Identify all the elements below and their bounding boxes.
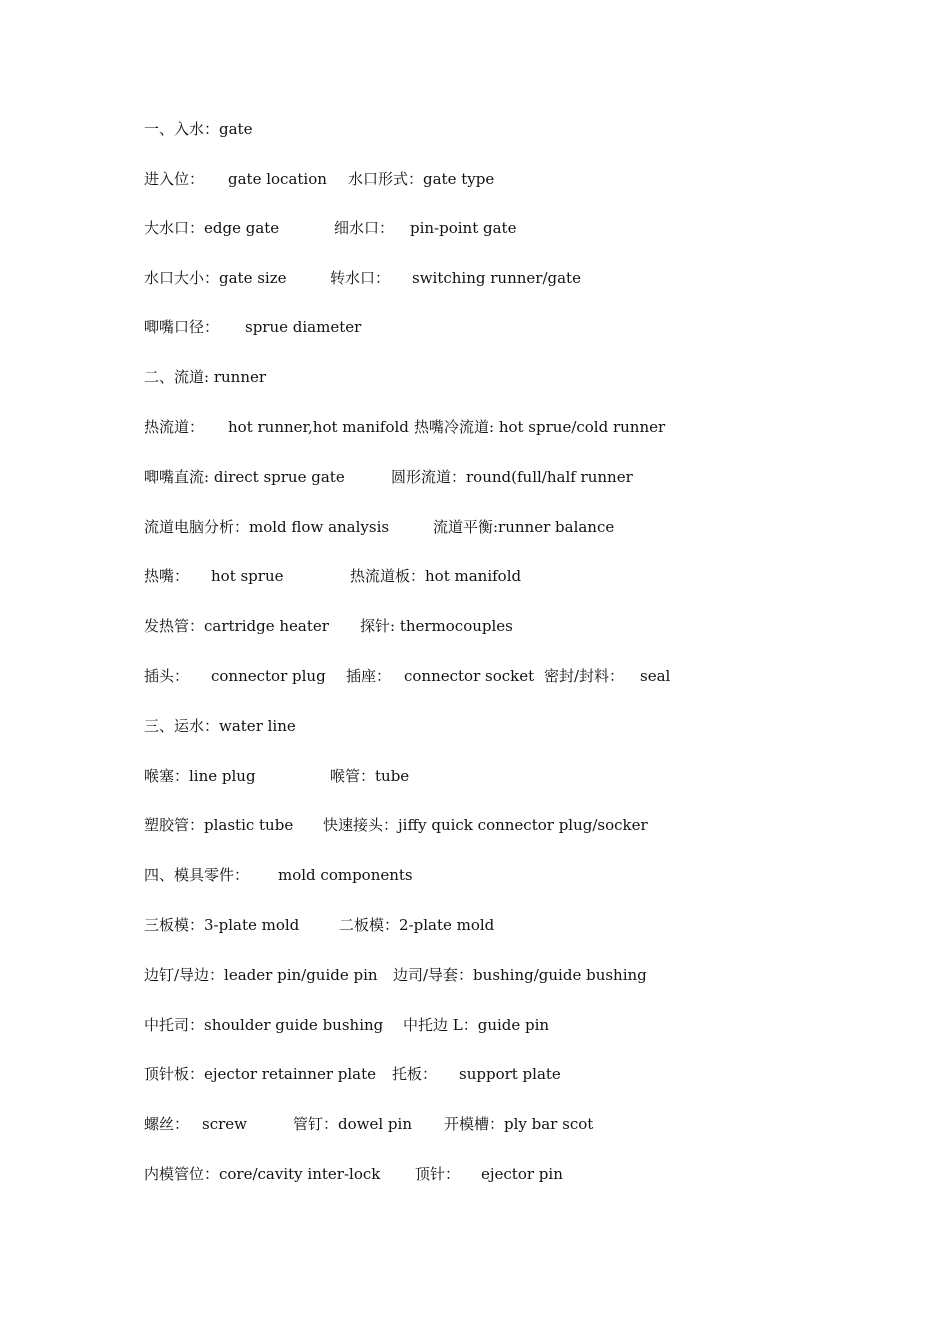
term-text: gate location xyxy=(228,170,327,188)
term-text: 二板模：2-plate mold xyxy=(339,916,495,934)
term-line xyxy=(0,467,950,493)
term-line xyxy=(0,1064,950,1090)
section-heading-mold-components xyxy=(0,865,950,891)
term-text: 开模槽：ply bar scot xyxy=(444,1115,594,1133)
term-text: 顶针板：ejector retainner plate xyxy=(144,1065,377,1083)
section-heading-gate xyxy=(0,119,950,145)
term-line xyxy=(0,1015,950,1041)
term-line xyxy=(0,169,950,195)
term-line xyxy=(0,1114,950,1140)
term-text: 内模管位：core/cavity inter-lock xyxy=(144,1165,381,1183)
term-text: hot sprue xyxy=(211,567,284,585)
term-text: 转水口： xyxy=(330,269,391,287)
term-text: 三板模：3-plate mold xyxy=(144,916,300,934)
term-text: 管钉：dowel pin xyxy=(293,1115,412,1133)
section-heading-runner xyxy=(0,367,950,393)
term-text: 中托边 L：guide pin xyxy=(403,1016,550,1034)
term-line xyxy=(0,815,950,841)
term-line xyxy=(0,218,950,244)
term-text: switching runner/gate xyxy=(412,269,581,287)
line-text: 三、运水：water line xyxy=(144,717,296,735)
term-text: 边司/导套：bushing/guide bushing xyxy=(393,966,647,984)
term-text: 细水口： xyxy=(334,219,395,237)
term-line xyxy=(0,317,950,343)
term-text: 发热管：cartridge heater xyxy=(144,617,329,635)
term-text: 流道电脑分析：mold flow analysis xyxy=(144,518,390,536)
term-text: ejector pin xyxy=(481,1165,563,1183)
term-line xyxy=(0,517,950,543)
term-line xyxy=(0,417,950,443)
term-text: 水口形式：gate type xyxy=(348,170,495,188)
section-heading-water-line xyxy=(0,716,950,742)
term-line xyxy=(0,915,950,941)
term-text: 热流道： xyxy=(144,418,205,436)
term-text: 热流道板：hot manifold xyxy=(350,567,522,585)
term-text: support plate xyxy=(459,1065,561,1083)
term-line xyxy=(0,965,950,991)
line-text: 四、模具零件： xyxy=(144,866,250,884)
term-text: seal xyxy=(640,667,671,685)
term-text: 圆形流道：round(full/half runner xyxy=(391,468,633,486)
term-text: screw xyxy=(202,1115,247,1133)
term-line xyxy=(0,268,950,294)
term-text: sprue diameter xyxy=(245,318,362,336)
term-text: hot runner,hot manifold xyxy=(228,418,409,436)
line-text: 一、入水：gate xyxy=(144,120,253,138)
term-text: 托板： xyxy=(392,1065,438,1083)
term-text: 唧嘴口径： xyxy=(144,318,220,336)
term-text: 插头： xyxy=(144,667,190,685)
term-text: 大水口：edge gate xyxy=(144,219,280,237)
term-line xyxy=(0,666,950,692)
line-text: mold components xyxy=(278,866,413,884)
term-text: 中托司：shoulder guide bushing xyxy=(144,1016,384,1034)
term-text: 热嘴冷流道: hot sprue/cold runner xyxy=(414,418,666,436)
term-line xyxy=(0,566,950,592)
term-line xyxy=(0,616,950,642)
line-text: 二、流道: runner xyxy=(144,368,267,386)
term-text: 插座： xyxy=(346,667,392,685)
term-text: 喉塞：line plug xyxy=(144,767,256,785)
term-text: 唧嘴直流: direct sprue gate xyxy=(144,468,345,486)
term-text: connector socket xyxy=(404,667,535,685)
term-text: 进入位： xyxy=(144,170,205,188)
term-text: 喉管：tube xyxy=(330,767,410,785)
term-text: 探针: thermocouples xyxy=(360,617,513,635)
term-text: 密封/封料： xyxy=(544,667,625,685)
term-text: pin-point gate xyxy=(410,219,517,237)
term-text: 塑胶管：plastic tube xyxy=(144,816,294,834)
term-text: 边钉/导边：leader pin/guide pin xyxy=(144,966,378,984)
term-text: 热嘴： xyxy=(144,567,190,585)
term-text: 顶针： xyxy=(415,1165,461,1183)
term-text: 水口大小：gate size xyxy=(144,269,287,287)
term-line xyxy=(0,766,950,792)
term-text: 流道平衡:runner balance xyxy=(433,518,615,536)
term-line xyxy=(0,1164,950,1190)
term-text: 快速接头：jiffy quick connector plug/socker xyxy=(323,816,648,834)
term-text: 螺丝： xyxy=(144,1115,190,1133)
term-text: connector plug xyxy=(211,667,326,685)
